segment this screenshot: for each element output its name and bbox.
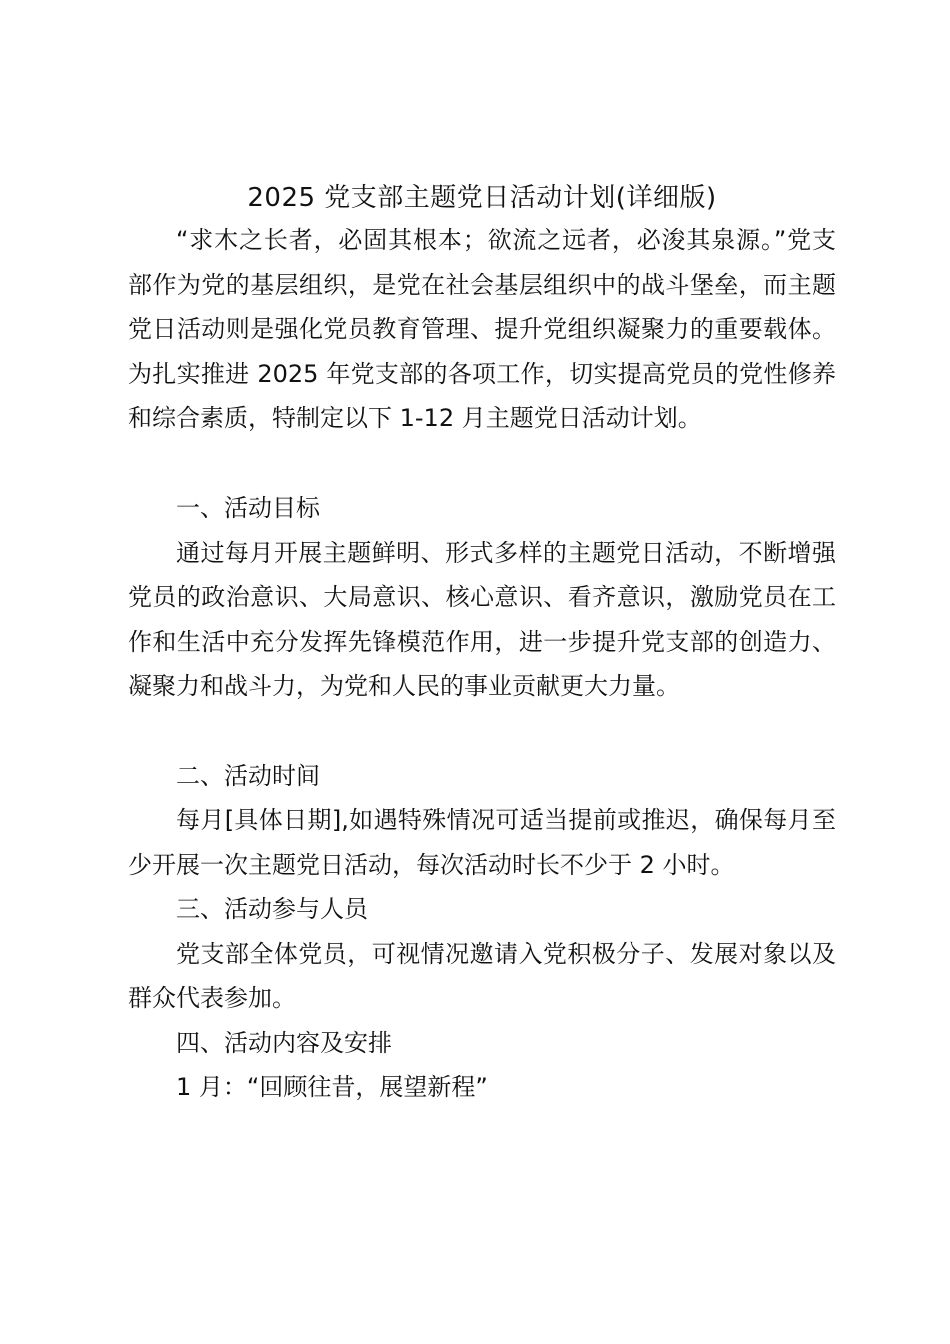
document-page [128, 178, 836, 1110]
document-title: 2025 党支部主题党日活动计划(详细版) [247, 183, 717, 213]
section-body-goals: 通过每月开展主题鲜明、形式多样的主题党日活动，不断增强党员的政治意识、大局意识、核心意识、看齐意识，激励党员在工作和生活中充分发挥先锋模范作用，进一步提升党支部的创造力、凝聚力和战斗力，为党和人民的事业贡献更大力量。 [128, 538, 836, 701]
section-body-content: 1 月：“回顾往昔，展望新程” [176, 1073, 488, 1102]
section-heading-time: 二、活动时间 [176, 761, 320, 790]
section-body-time: 每月[具体日期],如遇特殊情况可适当提前或推迟，确保每月至少开展一次主题党日活动，每次活动时长不少于 2 小时。 [128, 806, 836, 879]
section-body-participants: 党支部全体党员，可视情况邀请入党积极分子、发展对象以及群众代表参加。 [128, 939, 836, 1013]
section-heading-goals: 一、活动目标 [176, 494, 320, 522]
section-heading-participants: 三、活动参与人员 [176, 895, 368, 924]
intro-paragraph: “求木之长者，必固其根本；欲流之远者，必浚其泉源。”党支部作为党的基层组织，是党在社会基层组织中的战斗堡垒，而主题党日活动则是强化党员教育管理、提升党组织凝聚力的重要载体。为扎实推进 2025 年党支部的各项工作，切实提高党员的党性修养和综合素质，特制定以下 1-12 月主题党日活动计划。 [128, 226, 836, 433]
section-heading-content: 四、活动内容及安排 [176, 1028, 392, 1057]
